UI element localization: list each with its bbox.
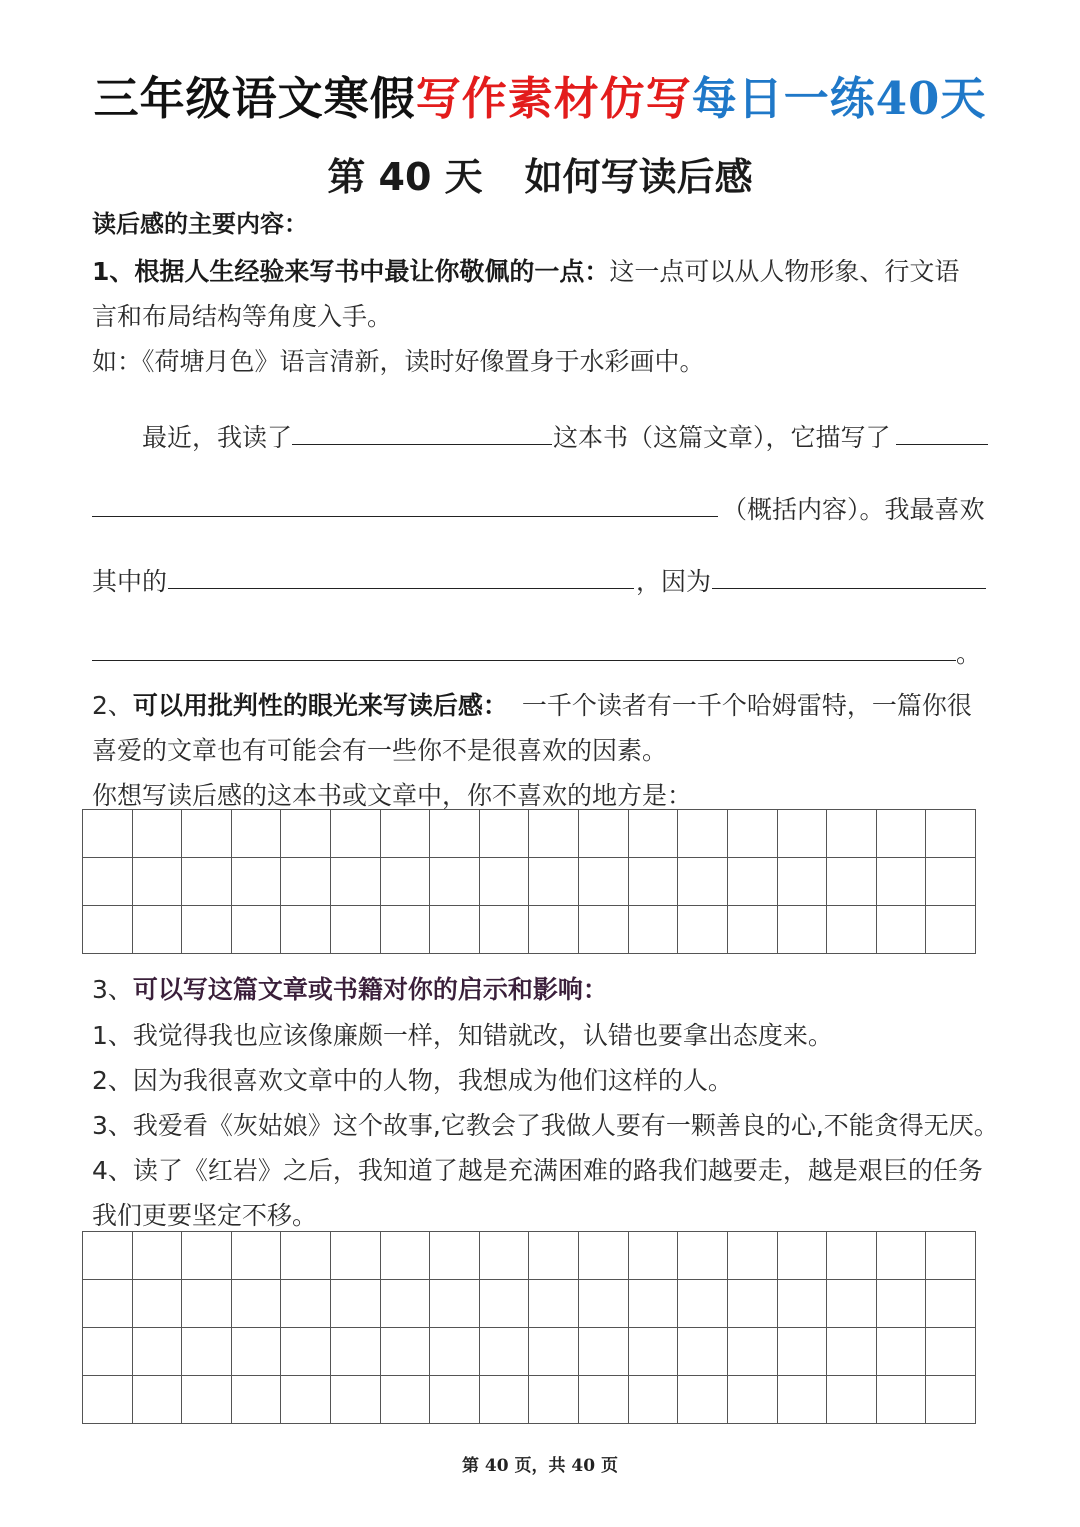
grid-cell[interactable] bbox=[579, 1376, 629, 1424]
grid-cell[interactable] bbox=[827, 1280, 877, 1328]
section3-number: 3、 bbox=[92, 975, 133, 1004]
grid-cell[interactable] bbox=[331, 1376, 381, 1424]
grid-cell[interactable] bbox=[728, 906, 778, 954]
section1-text-b: 言和布局结构等角度入手。 bbox=[92, 302, 393, 331]
grid-cell[interactable] bbox=[778, 1376, 828, 1424]
banner-part-3: 每日一练40天 bbox=[691, 72, 987, 125]
section1-heading: 1、根据人生经验来写书中最让你敬佩的一点： bbox=[92, 257, 610, 286]
grid-cell[interactable] bbox=[281, 1280, 331, 1328]
section2-prompt: 你想写读后感的这本书或文章中，你不喜欢的地方是： bbox=[92, 781, 693, 810]
grid-cell[interactable] bbox=[579, 858, 629, 906]
blank-reason[interactable] bbox=[92, 660, 956, 661]
grid-cell[interactable] bbox=[232, 858, 282, 906]
grid-cell[interactable] bbox=[331, 1328, 381, 1376]
grid-cell[interactable] bbox=[728, 1328, 778, 1376]
grid-cell[interactable] bbox=[133, 1232, 183, 1280]
grid-cell[interactable] bbox=[381, 906, 431, 954]
section2-text-b: 喜爱的文章也有可能会有一些你不是很喜欢的因素。 bbox=[92, 736, 668, 765]
section2-number: 2、 bbox=[92, 691, 133, 720]
grid-cell[interactable] bbox=[430, 810, 480, 858]
grid-cell[interactable] bbox=[83, 858, 133, 906]
grid-cell[interactable] bbox=[182, 1280, 232, 1328]
grid-cell[interactable] bbox=[529, 1376, 579, 1424]
grid-cell[interactable] bbox=[629, 1376, 679, 1424]
grid-cell[interactable] bbox=[579, 1232, 629, 1280]
grid-cell[interactable] bbox=[83, 906, 133, 954]
grid-cell[interactable] bbox=[877, 1376, 927, 1424]
grid-cell[interactable] bbox=[877, 1232, 927, 1280]
day-number: 第 40 天 bbox=[327, 155, 483, 199]
page-title bbox=[0, 146, 1080, 201]
grid-cell[interactable] bbox=[629, 1280, 679, 1328]
grid-cell[interactable] bbox=[678, 906, 728, 954]
grid-cell[interactable] bbox=[926, 810, 976, 858]
grid-cell[interactable] bbox=[430, 906, 480, 954]
grid-cell[interactable] bbox=[629, 858, 679, 906]
grid-cell[interactable] bbox=[529, 906, 579, 954]
grid-cell[interactable] bbox=[778, 858, 828, 906]
fill-line-3-a: 其中的 bbox=[92, 567, 168, 596]
grid-cell[interactable] bbox=[579, 1280, 629, 1328]
grid-cell[interactable] bbox=[281, 810, 331, 858]
fill-line-3-b: ，因为 bbox=[636, 567, 712, 596]
grid-cell[interactable] bbox=[133, 810, 183, 858]
grid-cell[interactable] bbox=[678, 810, 728, 858]
grid-cell[interactable] bbox=[281, 1232, 331, 1280]
grid-cell[interactable] bbox=[480, 1232, 530, 1280]
section3-item-4: 4、读了《红岩》之后，我知道了越是充满困难的路我们越要走，越是艰巨的任务 bbox=[92, 1156, 983, 1185]
grid-cell[interactable] bbox=[778, 906, 828, 954]
grid-cell[interactable] bbox=[281, 1328, 331, 1376]
grid-cell[interactable] bbox=[232, 1376, 282, 1424]
grid-cell[interactable] bbox=[281, 1376, 331, 1424]
grid-cell[interactable] bbox=[281, 858, 331, 906]
grid-cell[interactable] bbox=[926, 1232, 976, 1280]
grid-cell[interactable] bbox=[678, 858, 728, 906]
grid-cell[interactable] bbox=[281, 906, 331, 954]
page-footer: 第 40 页，共 40 页 bbox=[462, 1456, 618, 1476]
grid-cell[interactable] bbox=[778, 810, 828, 858]
banner-part-2: 写作素材仿写 bbox=[415, 72, 692, 125]
grid-cell[interactable] bbox=[480, 1376, 530, 1424]
fill-line-2: （概括内容）。我最喜欢 bbox=[722, 495, 985, 524]
grid-cell[interactable] bbox=[629, 1328, 679, 1376]
section1-line-1 bbox=[92, 252, 959, 288]
grid-cell[interactable] bbox=[232, 1232, 282, 1280]
section3-line-1 bbox=[92, 970, 608, 1006]
grid-cell[interactable] bbox=[827, 1328, 877, 1376]
grid-cell[interactable] bbox=[678, 1328, 728, 1376]
grid-cell[interactable] bbox=[182, 810, 232, 858]
grid-cell[interactable] bbox=[926, 1280, 976, 1328]
grid-cell[interactable] bbox=[629, 1232, 679, 1280]
section3-item-1: 1、我觉得我也应该像廉颇一样，知错就改，认错也要拿出态度来。 bbox=[92, 1021, 833, 1050]
blank-favorite-part[interactable] bbox=[168, 588, 634, 589]
grid-cell[interactable] bbox=[182, 858, 232, 906]
grid-cell[interactable] bbox=[182, 1328, 232, 1376]
grid-cell[interactable] bbox=[926, 1376, 976, 1424]
grid-cell[interactable] bbox=[83, 1280, 133, 1328]
grid-cell[interactable] bbox=[232, 1280, 282, 1328]
grid-cell[interactable] bbox=[83, 1376, 133, 1424]
section2-text-a: 一千个读者有一千个哈姆雷特，一篇你很 bbox=[521, 691, 972, 720]
grid-cell[interactable] bbox=[182, 906, 232, 954]
grid-cell[interactable] bbox=[529, 810, 579, 858]
grid-cell[interactable] bbox=[133, 906, 183, 954]
grid-cell[interactable] bbox=[331, 858, 381, 906]
grid-cell[interactable] bbox=[827, 810, 877, 858]
writing-grid-2[interactable] bbox=[82, 1231, 976, 1424]
grid-cell[interactable] bbox=[480, 810, 530, 858]
grid-cell[interactable] bbox=[480, 1280, 530, 1328]
grid-cell[interactable] bbox=[133, 1280, 183, 1328]
grid-cell[interactable] bbox=[430, 858, 480, 906]
writing-grid-1[interactable] bbox=[82, 809, 976, 954]
grid-cell[interactable] bbox=[827, 1232, 877, 1280]
grid-cell[interactable] bbox=[579, 906, 629, 954]
grid-cell[interactable] bbox=[728, 1280, 778, 1328]
grid-cell[interactable] bbox=[728, 810, 778, 858]
grid-cell[interactable] bbox=[629, 906, 679, 954]
grid-cell[interactable] bbox=[529, 1232, 579, 1280]
grid-cell[interactable] bbox=[182, 1376, 232, 1424]
grid-cell[interactable] bbox=[430, 1232, 480, 1280]
grid-cell[interactable] bbox=[926, 858, 976, 906]
blank-book-title[interactable] bbox=[292, 444, 552, 445]
grid-cell[interactable] bbox=[728, 1376, 778, 1424]
grid-cell[interactable] bbox=[529, 1280, 579, 1328]
grid-cell[interactable] bbox=[331, 1280, 381, 1328]
grid-cell[interactable] bbox=[877, 1328, 927, 1376]
fill-line-1-a: 最近，我读了 bbox=[142, 423, 293, 452]
fill-line-4-end: 。 bbox=[956, 639, 982, 668]
grid-cell[interactable] bbox=[678, 1232, 728, 1280]
fill-line-1-b: 这本书（这篇文章），它描写了 bbox=[553, 423, 891, 452]
grid-cell[interactable] bbox=[133, 1328, 183, 1376]
blank-description[interactable] bbox=[92, 516, 718, 517]
intro-heading: 读后感的主要内容： bbox=[92, 210, 308, 238]
grid-cell[interactable] bbox=[232, 810, 282, 858]
section1-example: 如：《荷塘月色》语言清新，读时好像置身于水彩画中。 bbox=[92, 347, 705, 376]
grid-cell[interactable] bbox=[83, 1232, 133, 1280]
grid-cell[interactable] bbox=[827, 906, 877, 954]
section1-text-a: 这一点可以从人物形象、行文语 bbox=[609, 257, 960, 286]
grid-cell[interactable] bbox=[728, 858, 778, 906]
blank-description-start[interactable] bbox=[896, 444, 988, 445]
grid-cell[interactable] bbox=[678, 1376, 728, 1424]
grid-cell[interactable] bbox=[331, 1232, 381, 1280]
grid-cell[interactable] bbox=[877, 858, 927, 906]
day-topic: 如何写读后感 bbox=[524, 155, 753, 199]
grid-cell[interactable] bbox=[877, 1280, 927, 1328]
grid-cell[interactable] bbox=[579, 810, 629, 858]
grid-cell[interactable] bbox=[381, 810, 431, 858]
grid-cell[interactable] bbox=[827, 858, 877, 906]
grid-cell[interactable] bbox=[430, 1376, 480, 1424]
grid-cell[interactable] bbox=[83, 1328, 133, 1376]
grid-cell[interactable] bbox=[778, 1280, 828, 1328]
grid-cell[interactable] bbox=[232, 1328, 282, 1376]
section3-item-3: 3、我爱看《灰姑娘》这个故事,它教会了我做人要有一颗善良的心,不能贪得无厌。 bbox=[92, 1111, 999, 1140]
grid-cell[interactable] bbox=[381, 858, 431, 906]
grid-cell[interactable] bbox=[133, 858, 183, 906]
grid-cell[interactable] bbox=[827, 1376, 877, 1424]
grid-cell[interactable] bbox=[430, 1280, 480, 1328]
grid-cell[interactable] bbox=[579, 1328, 629, 1376]
grid-cell[interactable] bbox=[629, 810, 679, 858]
grid-cell[interactable] bbox=[381, 1376, 431, 1424]
section3-heading: 可以写这篇文章或书籍对你的启示和影响： bbox=[132, 975, 608, 1004]
grid-cell[interactable] bbox=[232, 906, 282, 954]
grid-cell[interactable] bbox=[926, 1328, 976, 1376]
blank-reason-start[interactable] bbox=[712, 588, 986, 589]
grid-cell[interactable] bbox=[331, 810, 381, 858]
grid-cell[interactable] bbox=[678, 1280, 728, 1328]
section2-line-1 bbox=[92, 686, 972, 722]
grid-cell[interactable] bbox=[133, 1376, 183, 1424]
grid-cell[interactable] bbox=[778, 1232, 828, 1280]
grid-cell[interactable] bbox=[331, 906, 381, 954]
grid-cell[interactable] bbox=[83, 810, 133, 858]
grid-cell[interactable] bbox=[381, 1232, 431, 1280]
grid-cell[interactable] bbox=[877, 906, 927, 954]
grid-cell[interactable] bbox=[182, 1232, 232, 1280]
grid-cell[interactable] bbox=[381, 1328, 431, 1376]
section3-item-4-cont: 我们更要坚定不移。 bbox=[92, 1201, 318, 1230]
grid-cell[interactable] bbox=[877, 810, 927, 858]
grid-cell[interactable] bbox=[480, 906, 530, 954]
grid-cell[interactable] bbox=[480, 1328, 530, 1376]
grid-cell[interactable] bbox=[529, 858, 579, 906]
grid-cell[interactable] bbox=[778, 1328, 828, 1376]
grid-cell[interactable] bbox=[728, 1232, 778, 1280]
grid-cell[interactable] bbox=[926, 906, 976, 954]
grid-cell[interactable] bbox=[381, 1280, 431, 1328]
worksheet-banner bbox=[0, 62, 1080, 127]
banner-part-1: 三年级语文寒假 bbox=[93, 72, 416, 125]
grid-cell[interactable] bbox=[529, 1328, 579, 1376]
section3-item-2: 2、因为我很喜欢文章中的人物，我想成为他们这样的人。 bbox=[92, 1066, 733, 1095]
grid-cell[interactable] bbox=[430, 1328, 480, 1376]
section2-heading: 可以用批判性的眼光来写读后感： bbox=[132, 691, 508, 720]
grid-cell[interactable] bbox=[480, 858, 530, 906]
